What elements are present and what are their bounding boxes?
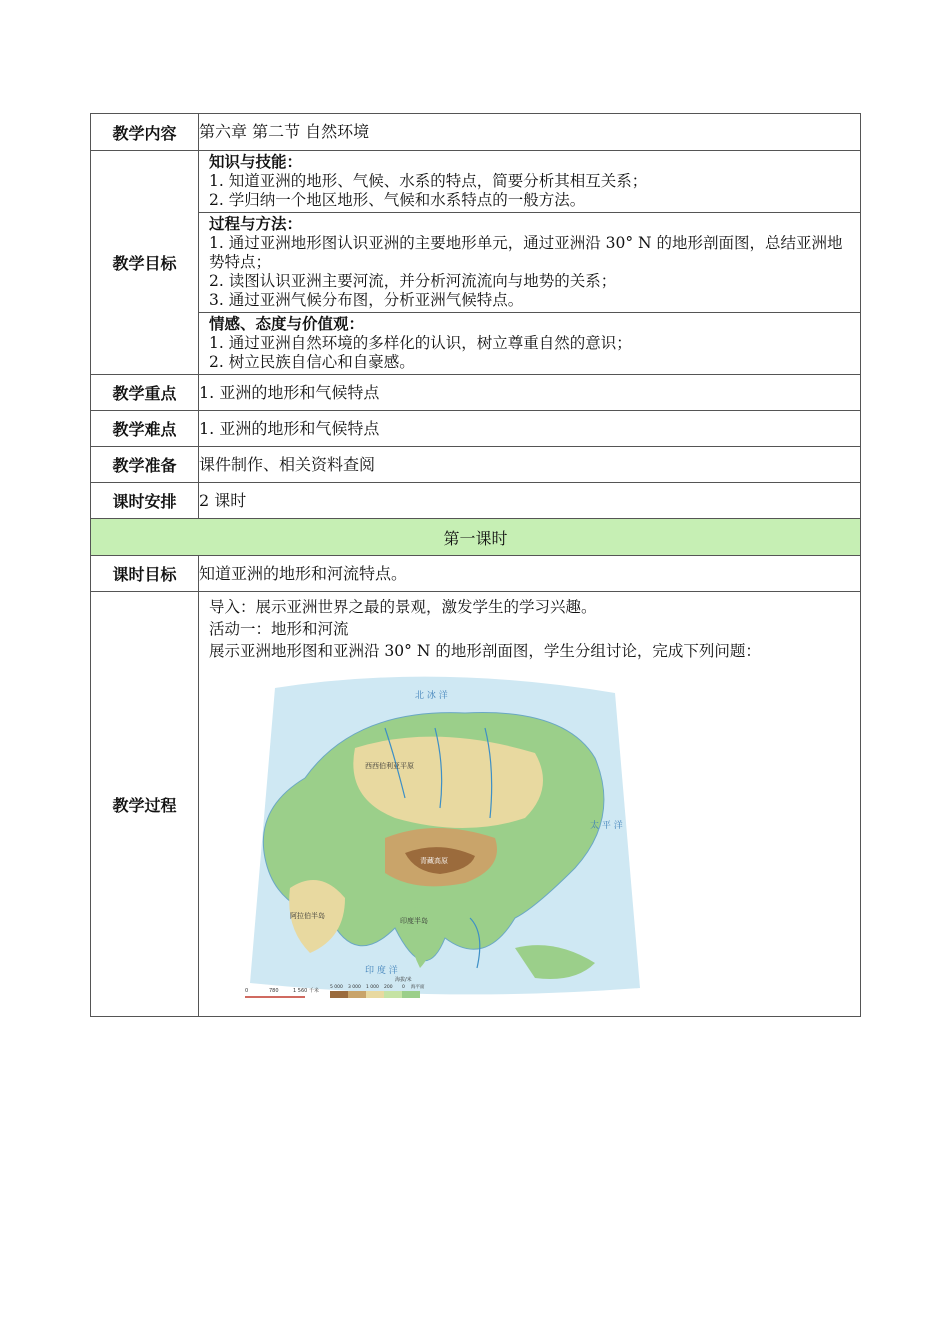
asia-terrain-map: [235, 668, 647, 1008]
goals-label: 教学目标: [91, 151, 199, 375]
process-label: 教学过程: [91, 592, 199, 1017]
prep-value: 课件制作、相关资料查阅: [199, 447, 861, 483]
map-label-north-ocean: 北 冰 洋: [415, 691, 448, 701]
key-label: 教学重点: [91, 375, 199, 411]
content-label: 教学内容: [91, 114, 199, 151]
goal-line: 1. 通过亚洲地形图认识亚洲的主要地形单元，通过亚洲沿 30° N 的地形剖面图，总结亚洲地势特点；: [209, 234, 843, 271]
goal-heading: 知识与技能：: [209, 153, 303, 171]
map-label-siberia: 西西伯利亚平原: [365, 762, 414, 770]
goal-line: 2. 学归纳一个地区地形、气候和水系特点的一般方法。: [209, 191, 586, 209]
process-line: 导入：展示亚洲世界之最的景观，激发学生的学习兴趣。: [209, 598, 597, 616]
difficult-value: 1. 亚洲的地形和气候特点: [199, 411, 861, 447]
map-scale-1: 780: [269, 988, 279, 994]
goal-line: 1. 通过亚洲自然环境的多样化的认识，树立尊重自然的意识；: [209, 334, 632, 352]
goal-heading: 过程与方法：: [209, 215, 303, 233]
process-line: 展示亚洲地形图和亚洲沿 30° N 的地形剖面图，学生分组讨论，完成下列问题：: [209, 642, 761, 660]
legend-value: 1 000: [366, 985, 379, 990]
goal-line: 2. 树立民族自信心和自豪感。: [209, 353, 415, 371]
goal-heading: 情感、态度与价值观：: [209, 315, 365, 333]
goal-block-values: [199, 312, 860, 374]
session-goal-value: 知道亚洲的地形和河流特点。: [199, 556, 861, 592]
prep-label: 教学准备: [91, 447, 199, 483]
goal-line: 3. 通过亚洲气候分布图，分析亚洲气候特点。: [209, 291, 524, 309]
session-goal-label: 课时目标: [91, 556, 199, 592]
legend-value: 5 000: [330, 985, 343, 990]
legend-value: 200: [384, 985, 393, 990]
map-label-plateau: 青藏高原: [420, 857, 448, 865]
lesson-plan-table: [90, 113, 861, 1017]
legend-value: 0: [402, 985, 405, 990]
map-label-pacific: 太 平 洋: [590, 821, 623, 831]
goal-block-knowledge: [199, 151, 860, 212]
map-label-india: 印度半岛: [400, 917, 428, 925]
goal-block-process: [199, 212, 860, 312]
legend-value: 海平面: [411, 985, 425, 990]
schedule-label: 课时安排: [91, 483, 199, 519]
session-title: 第一课时: [91, 519, 861, 556]
difficult-label: 教学难点: [91, 411, 199, 447]
goal-line: 2. 读图认识亚洲主要河流，并分析河流流向与地势的关系；: [209, 272, 617, 290]
map-scale-2: 1 560 千米: [293, 988, 319, 994]
schedule-value: 2 课时: [199, 483, 861, 519]
legend-value: 3 000: [348, 985, 361, 990]
map-label-indian: 印 度 洋: [365, 966, 398, 976]
process-cell: [199, 592, 861, 1017]
map-label-arabia: 阿拉伯半岛: [290, 912, 325, 920]
map-legend-title: 海拔/米: [395, 977, 412, 983]
goals-cell: [199, 151, 861, 375]
key-value: 1. 亚洲的地形和气候特点: [199, 375, 861, 411]
goal-line: 1. 知道亚洲的地形、气候、水系的特点，简要分析其相互关系；: [209, 172, 648, 190]
content-value: 第六章 第二节 自然环境: [199, 114, 861, 151]
process-line: 活动一：地形和河流: [209, 620, 349, 638]
map-scale-0: 0: [245, 988, 249, 994]
